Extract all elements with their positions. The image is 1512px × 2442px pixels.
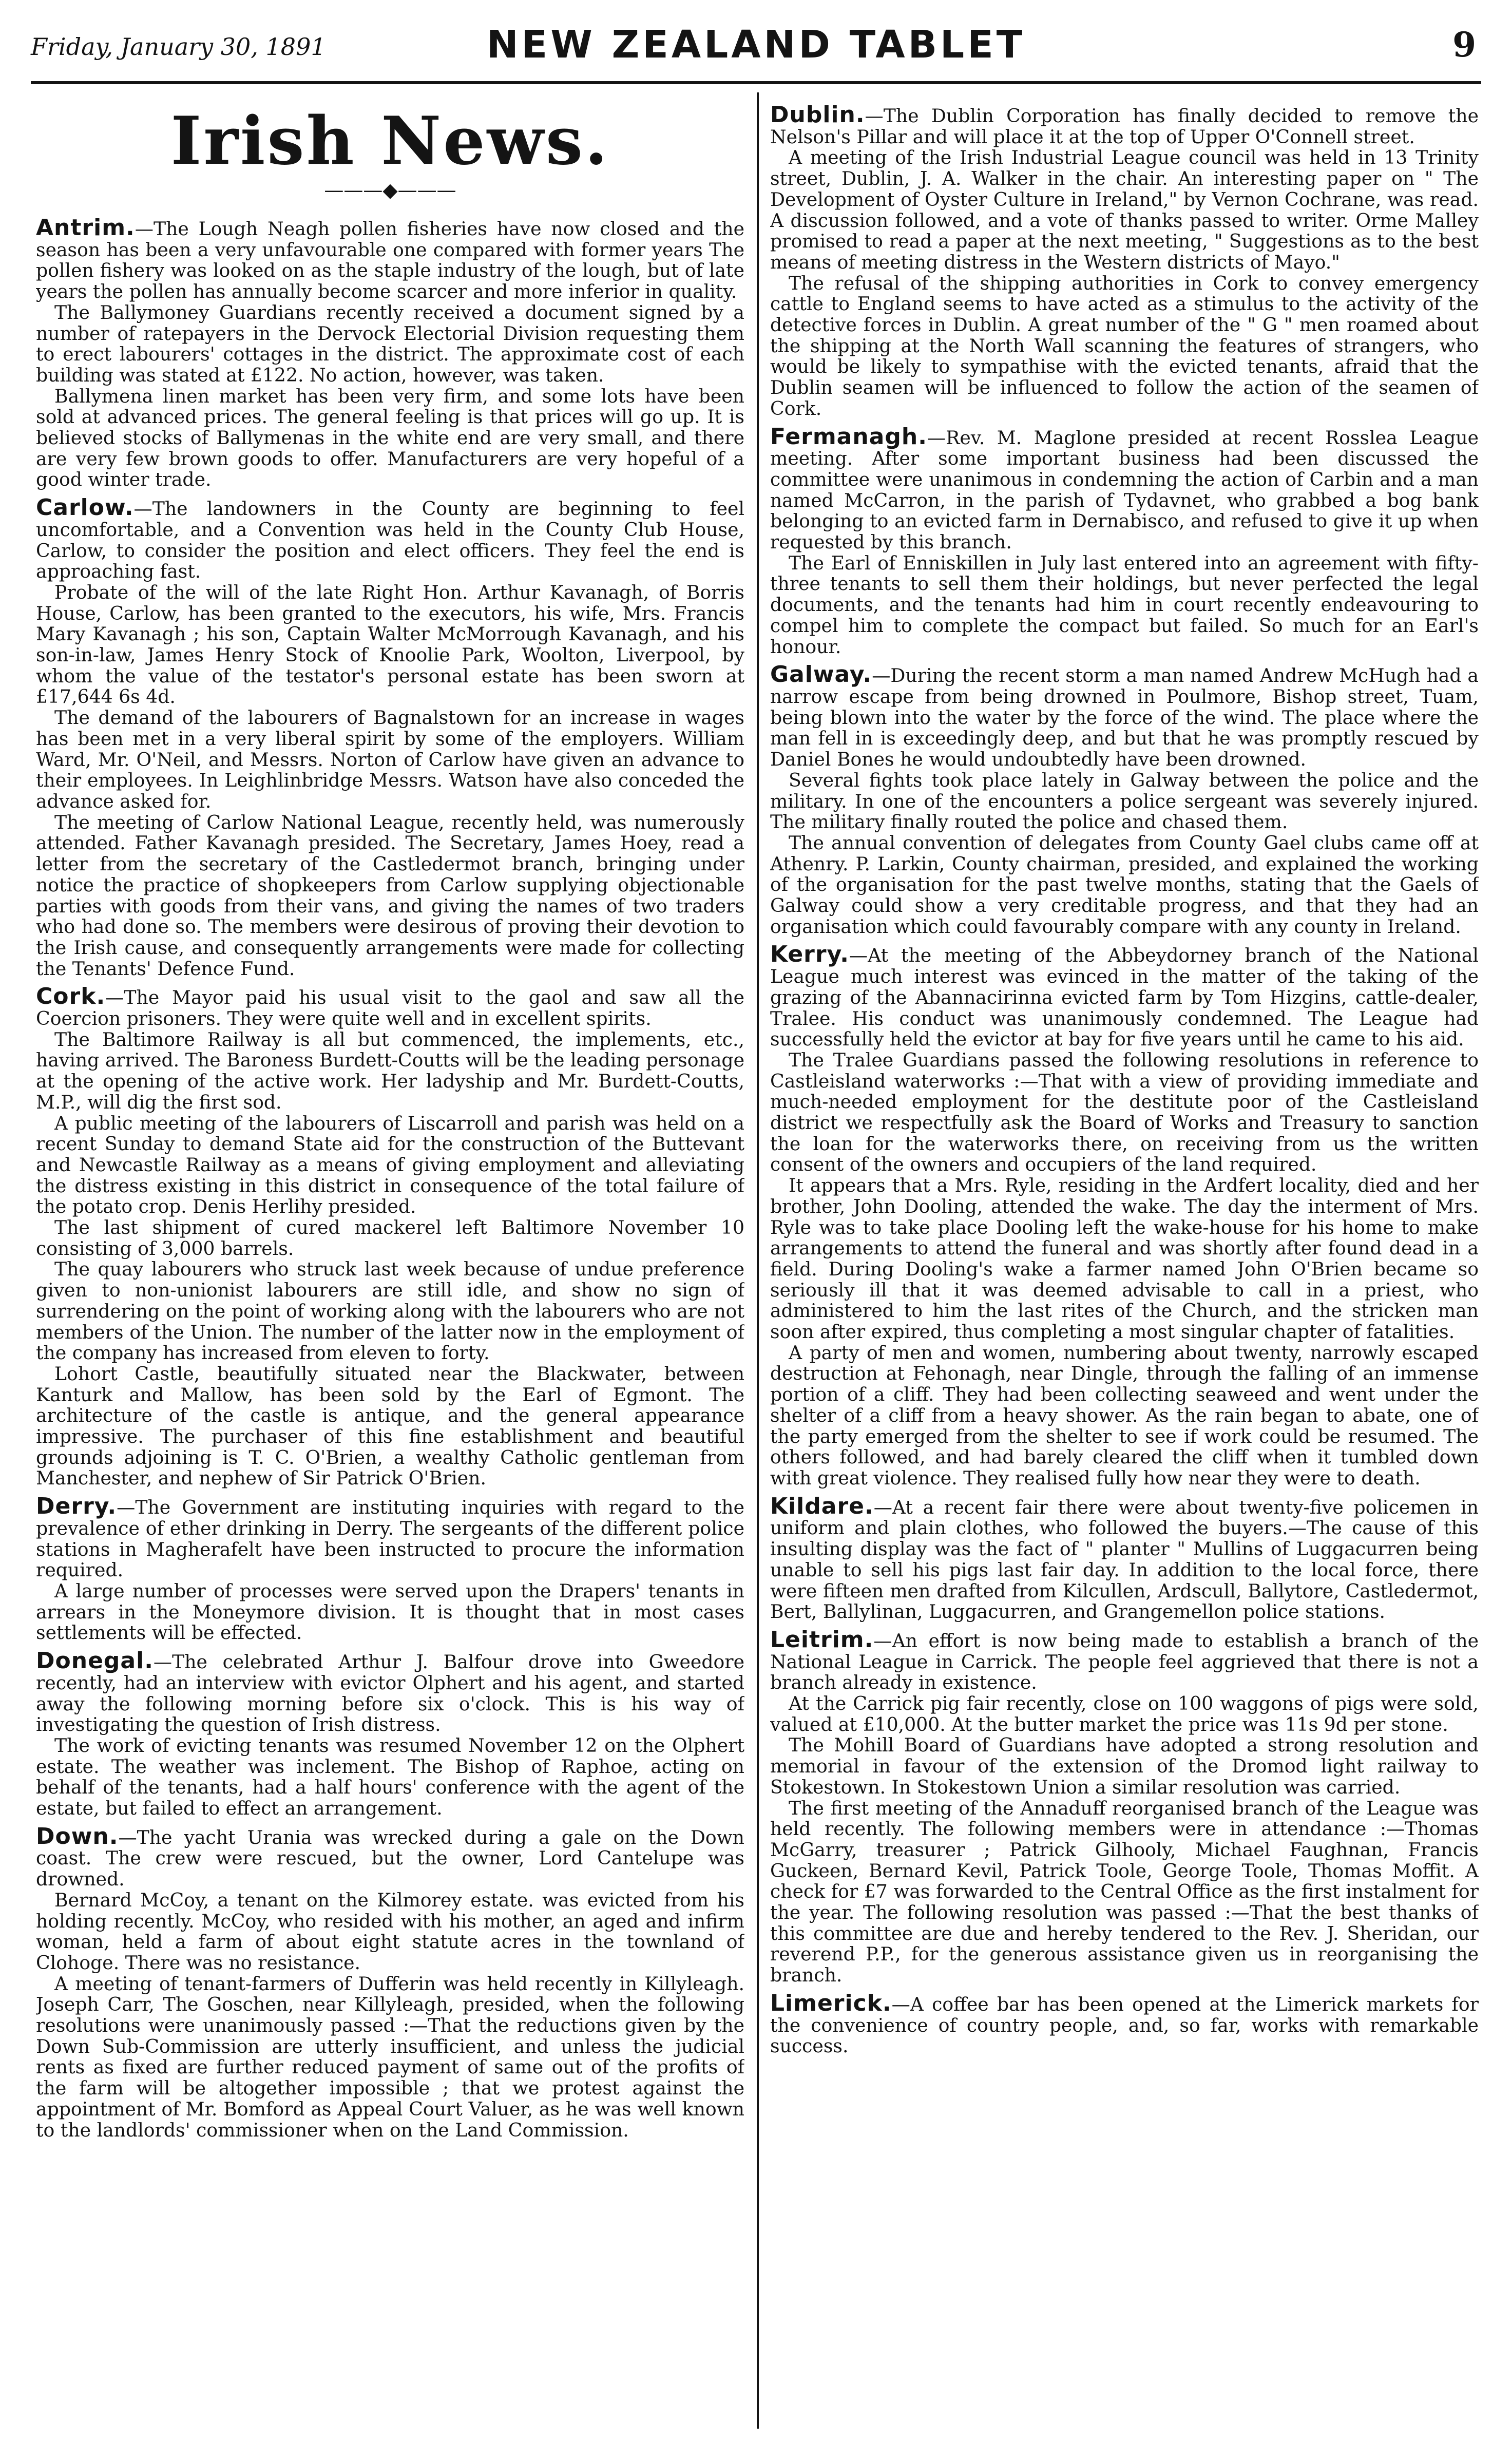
article-paragraph-lead [770, 1626, 1479, 1694]
left-column [36, 98, 744, 2421]
article-paragraph [36, 1735, 744, 1819]
county-heading: Kildare. [770, 1493, 874, 1519]
article-paragraph [770, 1798, 1479, 1986]
paragraph-text: —The Lough Neagh pollen fisheries have now closed and the season has been a very unfavourable one compared with former years The pollen fishery was looked on as the staple industry of the lough, but of late years the pollen has annually become scarcer and more inferior in quality. [36, 218, 744, 303]
title-ornament: ———◆——— [324, 179, 456, 201]
dateline: Friday, January 30, 1891 [31, 33, 326, 61]
paragraph-text: The Baltimore Railway is all but commenced, the implements, etc., having arrived. The Baroness Burdett-Coutts will be the leading personage at the opening of the active work. Her ladyship and Mr. Burdett-Coutts, M.P., will dig the first sod. [36, 1028, 744, 1113]
paragraph-text: —A coffee bar has been opened at the Limerick markets for the convenience of country people, and, so far, works with remarkable success. [770, 1993, 1479, 2057]
paragraph-text: —The Dublin Corporation has finally decided to remove the Nelson's Pillar and will place it at the top of Upper O'Connell street. [770, 105, 1479, 148]
paragraph-text: —The Government are instituting inquiries with regard to the prevalence of ether drinking in Derry. The sergeants of the different police stations in Magherafelt have been instructed to procure the information required. [36, 1496, 744, 1581]
paragraph-text: —The yacht Urania was wrecked during a gale on the Down coast. The crew were rescued, but the owner, Lord Cantelupe was drowned. [36, 1826, 744, 1891]
county-heading: Galway. [770, 661, 872, 688]
article-paragraph [36, 302, 744, 386]
article-paragraph [770, 553, 1479, 658]
article-paragraph-lead [770, 423, 1479, 554]
paragraph-text: —At a recent fair there were about twenty-five policemen in uniform and plain clothes, who followed the buyers.—The cause of this insulting display was the fact of " planter " Mullins of Luggacurren being unable to sell his pigs last fair day. In addition to the local force, there were fifteen men drafted from Kilcullen, Ardscull, Ballytore, Castledermot, Bert, Ballylinan, Luggacurren, and Grangemellon police stations. [770, 1496, 1479, 1623]
article-paragraph [770, 273, 1479, 419]
paragraph-text: Bernard McCoy, a tenant on the Kilmorey estate. was evicted from his holding recently. McCoy, who resided with his mother, an aged and infirm woman, held a farm of about eight statute acres in the townland of Clohoge. There was no resistance. [36, 1888, 744, 1974]
article-paragraph-lead [36, 1823, 744, 1891]
article-paragraph-lead [770, 1990, 1479, 2057]
article-paragraph [770, 147, 1479, 273]
article-paragraph-lead [770, 941, 1479, 1051]
paragraph-text: At the Carrick pig fair recently, close on 100 waggons of pigs were sold, valued at £10,000. At the butter market the price was 11s 9d per stone. [770, 1692, 1479, 1735]
paragraph-text: Probate of the will of the late Right Hon. Arthur Kavanagh, of Borris House, Carlow, has been granted to the executors, his wife, Mrs. Francis Mary Kavanagh ; his son, Captain Walter McMorrough Kavanagh, and his son-in-law, James Henry Stock of Knoolie Park, Woolton, Liverpool, by whom the value of the testator's personal estate has been sworn at £17,644 6s 4d. [36, 581, 744, 708]
paragraph-text: The Tralee Guardians passed the following resolutions in reference to Castleisland waterworks :—That with a view of providing immediate and much-needed employment for the destitute poor of the Castleisland district we respectfully ask the Board of Works and Treasury to sanction the loan for the waterworks there, on receiving from us the written consent of the owners and occupiers of the land required. [770, 1048, 1479, 1176]
paragraph-text: —The Mayor paid his usual visit to the gaol and saw all the Coercion prisoners. They were quite well and in excellent spirits. [36, 986, 744, 1030]
paragraph-text: A meeting of the Irish Industrial League council was held in 13 Trinity street, Dublin, J. A. Walker in the chair. An interesting paper on " The Development of Oyster Culture in Ireland," by Vernon Cochrane, was read. A discussion followed, and a vote of thanks passed to writer. Orme Malley promised to read a paper at the next meeting, " Suggestions as to the best means of meeting distress in the Western districts of Mayo." [770, 146, 1479, 273]
article-paragraph [36, 1217, 744, 1259]
county-heading: Limerick. [770, 1990, 892, 2016]
county-heading: Leitrim. [770, 1626, 874, 1653]
article-paragraph [770, 1693, 1479, 1735]
right-articles [770, 102, 1479, 2057]
article-paragraph [36, 1890, 744, 1974]
article-paragraph [770, 1343, 1479, 1489]
paragraph-text: The quay labourers who struck last week because of undue preference given to non-unionist labourers are still idle, and show no sign of surrendering on the point of working along with the labourers who are not members of the Union. The number of the latter now in the employment of the company has increased from eleven to forty. [36, 1258, 744, 1364]
paragraph-text: —The celebrated Arthur J. Balfour drove into Gweedore recently, had an interview with evictor Olphert and his agent, and started away the following morning before six o'clock. This is his way of investigating the question of Irish distress. [36, 1651, 744, 1736]
paragraph-text: The last shipment of cured mackerel left Baltimore November 10 consisting of 3,000 barrels. [36, 1216, 744, 1260]
article-paragraph-lead [36, 494, 744, 583]
paragraph-text: —The landowners in the County are beginning to feel uncomfortable, and a Convention was held in the County Club House, Carlow, to consider the position and elect officers. They feel the end is approaching fast. [36, 498, 744, 583]
article-paragraph [36, 386, 744, 491]
article-paragraph [36, 1029, 744, 1113]
paragraph-text: The demand of the labourers of Bagnalstown for an increase in wages has been met in a very liberal spirit by some of the employers. William Ward, Mr. O'Neil, and Messrs. Norton of Carlow have given an advance to their employees. In Leighlinbridge Messrs. Watson have also conceded the advance asked for. [36, 707, 744, 812]
paragraph-text: A meeting of tenant-farmers of Dufferin was held recently in Killyleagh. Joseph Carr, The Goschen, near Killyleagh, presided, when the following resolutions were unanimously passed :—That the reductions given by the Down Sub-Commission are utterly insufficient, and unless the judicial rents as fixed are further reduced payment of same out of the profits of the farm will be altogether impossible ; that we protest against the appointment of Mr. Bomford as Appeal Court Valuer, as he was well known to the landlords' commissioner when on the Land Commission. [36, 1972, 744, 2141]
county-heading: Derry. [36, 1493, 117, 1520]
article-paragraph [770, 1050, 1479, 1175]
article-paragraph [36, 1364, 744, 1489]
paragraph-text: Ballymena linen market has been very firm, and some lots have been sold at advanced prices. The general feeling is that prices will go up. It is believed stocks of Ballymenas in the white end are very small, and there are very few brown goods to offer. Manufacturers are very hopeful of a good winter trade. [36, 385, 744, 491]
paragraph-text: The Ballymoney Guardians recently received a document signed by a number of ratepayers in the Dervock Electorial Division requesting them to erect labourers' cottages in the district. The approximate cost of each building was stated at £122. No action, however, was taken. [36, 301, 744, 386]
paragraph-text: A party of men and women, numbering about twenty, narrowly escaped destruction at Fehonagh, near Dingle, through the falling of an immense portion of a cliff. They had been collecting seaweed and went under the shelter of a cliff from a heavy shower. As the rain began to abate, one of the party emerged from the shelter to see if work could be resumed. The others followed, and had barely cleared the cliff when it tumbled down with great violence. They realised fully how near they were to death. [770, 1341, 1479, 1489]
paragraph-text: —During the recent storm a man named Andrew McHugh had a narrow escape from being drowned in Poulmore, Bishop street, Tuam, being blown into the water by the force of the wind. The place where the man fell in is exceedingly deep, and but that he was promptly rescued by Daniel Bones he would undoubtedly have been drowned. [770, 664, 1479, 771]
county-heading: Kerry. [770, 941, 849, 968]
masthead: NEW ZEALAND TABLET [486, 23, 1026, 67]
paragraph-text: —At the meeting of the Abbeydorney branch of the National League much interest was evinced in the matter of the taking of the grazing of the Abannacirinna evicted farm by Tom Hizgins, cattle-dealer, Tralee. His conduct was unanimously condemned. The League had successfully held the evictor at bay for five years until he came to his aid. [770, 944, 1479, 1051]
paragraph-text: —Rev. M. Maglone presided at recent Rosslea League meeting. After some important business had been discussed the committee were unanimous in condemning the action of Carbin and a man named McCarron, in the parish of Tydavnet, who grabbed a bog bank belonging to an evicted farm in Dernabisco, and refused to give it up when requested by this branch. [770, 426, 1479, 554]
paragraph-text: The meeting of Carlow National League, recently held, was numerously attended. Father Kavanagh presided. The Secretary, James Hoey, read a letter from the secretary of the Castledermot branch, bringing under notice the practice of shopkeepers from Carlow supplying objectionable parties with goods from their vans, and giving the names of two traders who had done so. The members were desirous of proving their devotion to the Irish cause, and consequently arrangements were made for collecting the Tenants' Defence Fund. [36, 811, 744, 980]
county-heading: Fermanagh. [770, 423, 927, 450]
right-column [770, 98, 1479, 2421]
county-heading: Donegal. [36, 1648, 154, 1674]
paragraph-text: The work of evicting tenants was resumed November 12 on the Olphert estate. The weather was inclement. The Bishop of Raphoe, acting on behalf of the tenants, had a half hours' conference with the agent of the estate, but failed to effect an arrangement. [36, 1734, 744, 1820]
county-heading: Down. [36, 1823, 119, 1849]
paragraph-text: The annual convention of delegates from County Gael clubs came off at Athenry. P. Larkin, County chairman, presided, and explained the working of the organisation for the past twelve months, stating that the Gaels of Galway could show a very creditable progress, and that they had an organisation which could favourably compare with any county in Ireland. [770, 831, 1479, 938]
county-heading: Carlow. [36, 494, 134, 521]
paragraph-text: The first meeting of the Annaduff reorganised branch of the League was held recently. The following members were in attendance :—Thomas McGarry, treasurer ; Patrick Gilhooly, Michael Faughnan, Francis Guckeen, Bernard Kevil, Patrick Toole, George Toole, Thomas Moffit. A check for £7 was forwarded to the Central Office as the first instalment for the year. The following resolution was passed :—That the best thanks of this committee are due and hereby tendered to the Rev. J. Sheridan, our reverend P.P., for the generous assistance given us in reorganising the branch. [770, 1797, 1479, 1987]
article-paragraph-lead [770, 661, 1479, 771]
paragraph-text: The Mohill Board of Guardians have adopted a strong resolution and memorial in favour of the extension of the Dromod light railway to Stokestown. In Stokestown Union a similar resolution was carried. [770, 1734, 1479, 1798]
paragraph-text: It appears that a Mrs. Ryle, residing in the Ardfert locality, died and her brother, John Dooling, attended the wake. The day the interment of Mrs. Ryle was to take place Dooling left the wake-house for his home to make arrangements to attend the funeral and was shortly after found dead in a field. During Dooling's wake a farmer named John O'Brien became so seriously ill that it was deemed advisable to call in a priest, who administered to him the last rites of the Church, and the stricken man soon after expired, thus completing a most singular chapter of fatalities. [770, 1174, 1479, 1343]
left-articles [36, 215, 744, 2141]
section-title: Irish News. [170, 103, 610, 180]
county-heading: Dublin. [770, 102, 865, 128]
article-paragraph [770, 1735, 1479, 1798]
county-heading: Antrim. [36, 215, 135, 241]
article-paragraph [36, 1974, 744, 2141]
paragraph-text: Lohort Castle, beautifully situated near the Blackwater, between Kanturk and Mallow, has been sold by the Earl of Egmont. The architecture of the castle is antique, and the general appearance impressive. The purchaser of this fine establishment and beautiful grounds adjoining is T. C. O'Brien, a wealthy Catholic gentleman from Manchester, and nephew of Sir Patrick O'Brien. [36, 1362, 744, 1490]
paragraph-text: The refusal of the shipping authorities in Cork to convey emergency cattle to England seems to have acted as a stimulus to the activity of the detective forces in Dublin. A great number of the " G " men roamed about the shipping at the North Wall scanning the features of strangers, who would be likely to sympathise with the evicted tenants, afraid that the Dublin seamen will be influenced to follow the action of the seamen of Cork. [770, 272, 1479, 419]
article-paragraph [770, 1175, 1479, 1343]
article-paragraph-lead [36, 1493, 744, 1581]
article-paragraph-lead [36, 215, 744, 303]
county-heading: Cork. [36, 983, 106, 1010]
paragraph-text: Several fights took place lately in Galway between the police and the military. In one of the encounters a police sergeant was severely injured. The military finally routed the police and chased them. [770, 769, 1479, 833]
article-paragraph-lead [36, 1648, 744, 1736]
article-paragraph [36, 1259, 744, 1364]
article-paragraph [36, 1113, 744, 1218]
running-header [31, 21, 1481, 77]
article-paragraph [36, 708, 744, 812]
column-divider [757, 92, 759, 2429]
article-paragraph [770, 833, 1479, 938]
page-number: 9 [1452, 25, 1476, 65]
article-paragraph [36, 1581, 744, 1644]
article-paragraph-lead [770, 102, 1479, 148]
article-paragraph [770, 770, 1479, 833]
article-paragraph-lead [770, 1493, 1479, 1623]
paragraph-text: —An effort is now being made to establish a branch of the National League in Carrick. The people feel aggrieved that there is not a branch already in existence. [770, 1629, 1479, 1694]
article-paragraph [36, 812, 744, 980]
paragraph-text: The Earl of Enniskillen in July last entered into an agreement with fifty-three tenants to sell them their holdings, but never perfected the legal documents, and the tenants had him in court recently endeavouring to compel him to complete the compact but failed. So much for an Earl's honour. [770, 551, 1479, 658]
article-paragraph [36, 582, 744, 708]
paragraph-text: A public meeting of the labourers of Liscarroll and parish was held on a recent Sunday to demand State aid for the construction of the Buttevant and Newcastle Railway as a means of giving employment and alleviating the distress existing in this district in consequence of the total failure of the potato crop. Denis Herlihy presided. [36, 1112, 744, 1218]
article-paragraph-lead [36, 983, 744, 1030]
paragraph-text: A large number of processes were served upon the Drapers' tenants in arrears in the Moneymore division. It is thought that in most cases settlements will be effected. [36, 1580, 744, 1644]
header-rule [31, 81, 1481, 84]
